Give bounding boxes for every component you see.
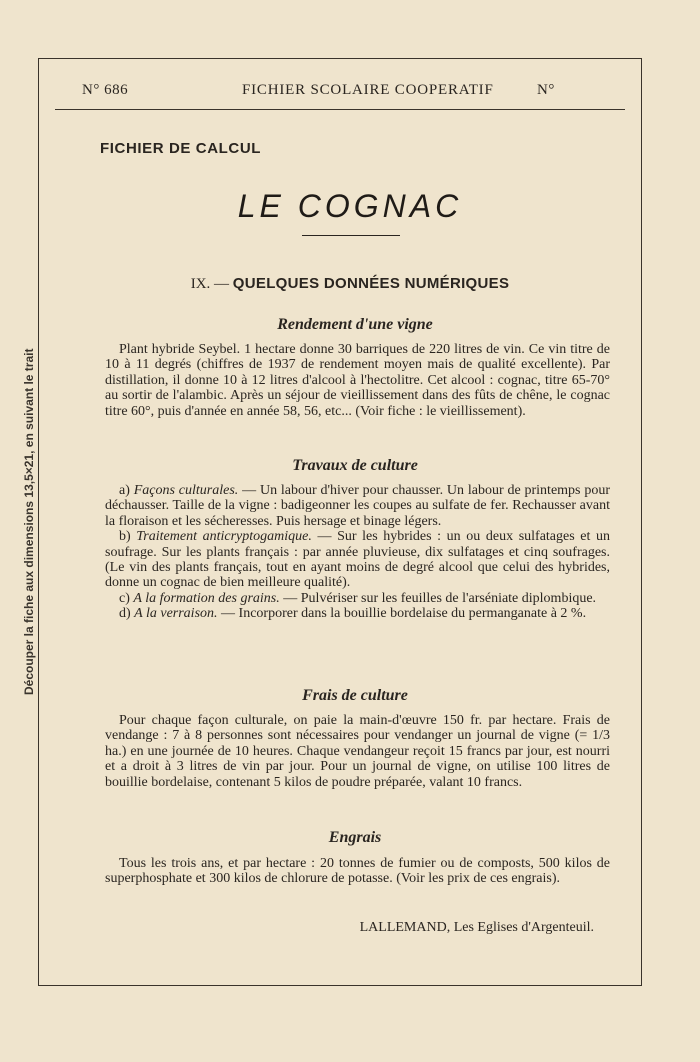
travaux-item-d xyxy=(105,606,610,621)
title-divider xyxy=(302,235,400,236)
cut-instruction: Découper la fiche aux dimensions 13,5×21, en suivant le trait xyxy=(22,348,36,695)
item-text: — Sur les hybrides : un ou deux sulfatages et un soufrage. Sur les plants français : par année pluvieuse, dix sulfatages et cinq soufrages. (Le vin des plants français, tout en ayant moins de degré alcool que celui des hybrides, donne un cognac de bien meilleure qualité). xyxy=(105,529,611,591)
paragraph-rendement xyxy=(105,342,610,419)
section-number: IX. — xyxy=(190,276,230,292)
item-label: b) xyxy=(119,529,131,545)
item-title: A la verraison. xyxy=(134,606,218,622)
travaux-item-a xyxy=(105,483,610,529)
item-text: — Incorporer dans la bouillie bordelaise du permanganate à 2 %. xyxy=(221,606,587,622)
subject-label: FICHIER DE CALCUL xyxy=(100,140,262,157)
item-label: d) xyxy=(119,606,131,622)
item-label: a) xyxy=(119,483,130,498)
heading-travaux: Travaux de culture xyxy=(292,457,418,474)
card-number: N° 686 xyxy=(82,82,129,98)
collection-title: FICHIER SCOLAIRE COOPERATIF xyxy=(242,82,494,98)
travaux-item-b xyxy=(105,529,610,591)
paragraph-frais xyxy=(105,713,610,790)
card-header xyxy=(82,82,622,104)
item-title: Traitement anticryptogamique. xyxy=(136,529,312,545)
card-number-right: N° xyxy=(537,82,555,98)
item-title: A la formation des grains. xyxy=(133,590,280,606)
rendement-text: Plant hybride Seybel. 1 hectare donne 30 barriques de 220 litres de vin. Ce vin titre de 10 à 11 degrés (chiffres de 1937 de rendement moyen mais de qualité excellente). Par distillation, il donne 10 à 12 litres d'alcool à l'hectolitre. Cet alcool : cognac, titre 65-70° au sortir de l'alambic. Après un séjour de vieillissement dans des fûts de chêne, le cognac titre 60°, puis d'année en année 58, 56, etc... (Voir fiche : le vieillissement). xyxy=(105,342,610,419)
page-title: LE COGNAC xyxy=(237,188,463,224)
travaux-item-c xyxy=(105,591,610,606)
section-label: QUELQUES DONNÉES NUMÉRIQUES xyxy=(232,275,510,292)
heading-rendement: Rendement d'une vigne xyxy=(277,316,433,333)
item-label: c) xyxy=(119,590,130,606)
engrais-text: Tous les trois ans, et par hectare : 20 tonnes de fumier ou de composts, 500 kilos de superphosphate et 300 kilos de chlorure de potasse. (Voir les prix de ces engrais). xyxy=(105,856,610,887)
author-signature: LALLEMAND, Les Eglises d'Argenteuil. xyxy=(359,920,594,935)
item-text: — Un labour d'hiver pour chausser. Un labour de printemps pour déchausser. Taille de la vigne : badigeonner les coupes au sulfate de fer. Rechausser avant la floraison et les sécheresses. Puis hersage et binage légers. xyxy=(105,483,611,529)
header-divider xyxy=(55,109,625,110)
section-heading xyxy=(100,275,600,293)
item-text: — Pulvériser sur les feuilles de l'arséniate diplombique. xyxy=(283,590,597,606)
item-title: Façons culturales. xyxy=(133,483,239,498)
paragraph-travaux xyxy=(105,483,610,622)
frais-text: Pour chaque façon culturale, on paie la main-d'œuvre 150 fr. par hectare. Frais de vendange : 7 à 8 personnes sont nécessaires pour vendanger un journal de vigne (= 1/3 ha.) en une journée de 10 heures. Chaque vendangeur reçoit 15 francs par jour, est nourri et a droit à 3 litres de vin par jour. Pour un journal de vigne, on utilise 100 litres de bouillie bordelaise, contenant 5 kilos de poudre préparée, valant 10 francs. xyxy=(105,713,610,790)
heading-engrais: Engrais xyxy=(328,829,382,846)
heading-frais: Frais de culture xyxy=(302,687,408,704)
paragraph-engrais xyxy=(105,856,610,887)
